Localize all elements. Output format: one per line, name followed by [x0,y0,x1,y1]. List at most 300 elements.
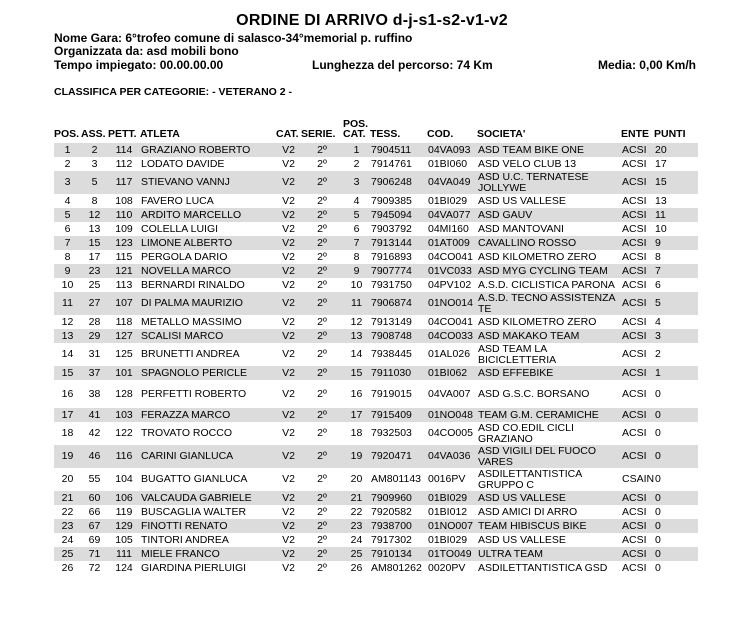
cell-pos: 2 [64,157,71,170]
cell-serie: 2º [301,236,343,250]
cell-ente: ACSI [621,366,654,380]
cell-punti: 17 [655,157,667,170]
cell-serie: 2º [317,194,327,207]
cell-poscat: 2 [353,157,360,170]
cell-ass: 3 [91,157,98,170]
cell-societa: ASD EFFEBIKE [477,366,621,380]
cell-ente: ACSI [622,533,647,546]
cell-ente: ACSI [622,222,647,235]
cell-tess: 7932503 [371,427,412,440]
cell-cod: 01BI029 [428,533,468,546]
cell-ass: 13 [88,222,101,235]
cell-punti: 3 [654,329,698,343]
cell-poscat: 4 [353,194,360,207]
cell-cod: 0020PV [428,561,466,574]
cell-ente: ACSI [621,264,654,278]
cell-cat: V2 [276,547,301,561]
cell-pett: 110 [108,208,140,222]
cell-pett: 103 [108,408,140,422]
cell-societa: ASD U.C. TERNATESE JOLLYWE [477,171,621,194]
table-row [54,171,698,194]
cell-societa: CAVALLINO ROSSO [477,236,621,250]
cell-cod: 01NO048 [427,408,477,422]
cell-ass: 5 [81,171,108,194]
cell-pos: 23 [54,519,81,533]
cell-atleta: ARDITO MARCELLO [140,208,276,222]
cell-punti: 0 [654,445,698,468]
cell-societa: A.S.D. TECNO ASSISTENZA TE [477,292,621,315]
cell-serie: 2º [317,157,327,170]
cell-poscat: 12 [350,315,363,328]
cell-atleta: LODATO DAVIDE [141,157,225,170]
cell-cat: V2 [282,533,295,546]
cell-cod: 01BI060 [428,157,468,170]
cell-cod: 0016PV [428,473,466,486]
cell-pos: 17 [54,408,81,422]
cell-societa: ASD TEAM BIKE ONE [477,143,621,157]
cell-punti: 2 [655,348,661,361]
cell-cod: 01VC033 [427,264,477,278]
col-serie: SERIE. [301,128,336,140]
table-row [54,422,698,445]
cell-cat: V2 [282,348,295,361]
cell-tess: 7909960 [370,491,427,505]
cell-poscat: 9 [343,264,370,278]
cell-ass: 23 [81,264,108,278]
cell-pos: 16 [61,387,74,400]
table-row [54,264,698,278]
cell-cod: 04PV102 [428,278,472,291]
col-pos: POS. [54,128,80,140]
cell-punti: 8 [655,250,661,263]
cell-societa: ASD CO.EDIL CICLI GRAZIANO [478,422,574,445]
cell-ass: 67 [81,519,108,533]
cell-societa: ASD US VALLESE [478,533,566,546]
cell-ente: ACSI [622,278,647,291]
cell-poscat: 14 [350,348,363,361]
cell-cat: V2 [282,427,295,440]
cell-punti: 0 [654,491,698,505]
cell-poscat: 11 [343,292,370,315]
cell-punti: 5 [654,292,698,315]
cell-serie: 2º [317,427,327,440]
cell-atleta: BERNARDI RINALDO [141,278,245,291]
table-row [54,157,698,171]
cell-poscat: 20 [350,473,363,486]
col-cod: COD. [427,128,454,140]
cell-societa: ASDILETTANTISTICA GRUPPO C [478,468,582,491]
cell-cod: 01NO007 [427,519,477,533]
cell-tess: AM801262 [371,561,422,574]
cell-serie: 2º [301,445,343,468]
cell-atleta: VALCAUDA GABRIELE [140,491,276,505]
cell-poscat: 17 [343,408,370,422]
cell-ente: ACSI [622,561,647,574]
cell-serie: 2º [317,250,327,263]
cell-atleta: LIMONE ALBERTO [140,236,276,250]
cell-cat: V2 [276,236,301,250]
cell-societa: ASD VELO CLUB 13 [478,157,577,170]
cell-ass: 69 [88,533,101,546]
cell-cod: 04VA036 [427,445,477,468]
cell-tess: 7938700 [370,519,427,533]
table-row [54,547,698,561]
cell-poscat: 15 [343,366,370,380]
cell-cat: V2 [276,366,301,380]
cell-cat: V2 [282,278,295,291]
cell-serie: 2º [317,348,327,361]
cell-punti: 7 [654,264,698,278]
cell-serie: 2º [301,491,343,505]
results-table [54,119,698,575]
cell-cod: 01BI012 [428,505,468,518]
cell-ente: ACSI [621,491,654,505]
page-title: ORDINE DI ARRIVO d-j-s1-s2-v1-v2 [236,12,508,29]
cell-pett: 128 [115,387,133,400]
cell-poscat: 22 [350,505,363,518]
cell-tess: 7907774 [370,264,427,278]
cell-pett: 125 [115,348,133,361]
cell-tess: 7904511 [370,143,427,157]
cell-punti: 0 [655,427,661,440]
cell-societa: ASD MANTOVANI [478,222,564,235]
table-row [54,329,698,343]
cell-pos: 18 [61,427,74,440]
cell-societa: ASD MAKAKO TEAM [477,329,621,343]
cell-pett: 121 [108,264,140,278]
cell-punti: 1 [654,366,698,380]
cell-ente: ACSI [622,427,647,440]
cell-cat: V2 [276,264,301,278]
cell-pett: 124 [115,561,133,574]
cell-ass: 29 [81,329,108,343]
cell-ass: 71 [81,547,108,561]
cell-pos: 21 [54,491,81,505]
cell-cat: V2 [282,473,295,486]
cell-pos: 7 [54,236,81,250]
cell-tess: 7920582 [371,505,412,518]
cell-serie: 2º [301,408,343,422]
cell-atleta: COLELLA LUIGI [141,222,219,235]
table-row [54,366,698,380]
cell-cod: 04CO005 [428,427,473,440]
cell-pos: 13 [54,329,81,343]
cell-poscat: 3 [343,171,370,194]
cell-cat: V2 [276,491,301,505]
table-row [54,250,698,264]
cell-societa: TEAM G.M. CERAMICHE [477,408,621,422]
cell-atleta: BRUNETTI ANDREA [141,348,240,361]
cell-cod: 04CO041 [428,250,473,263]
cell-societa: ASD KILOMETRO ZERO [478,250,597,263]
cell-tess: AM801143 [371,473,422,486]
cell-pett: 115 [115,250,133,263]
cell-atleta: METALLO MASSIMO [141,315,242,328]
cell-cod: 01AT009 [427,236,477,250]
cell-poscat: 13 [343,329,370,343]
cell-pett: 116 [108,445,140,468]
table-row [54,561,698,575]
cell-ass: 37 [81,366,108,380]
cell-ente: ACSI [621,292,654,315]
cell-cat: V2 [282,387,295,400]
cell-punti: 20 [654,143,698,157]
table-row [54,505,698,519]
cell-cat: V2 [282,222,295,235]
cell-cod: 01BI062 [427,366,477,380]
cell-tess: 7910134 [370,547,427,561]
cell-pett: 107 [108,292,140,315]
cell-punti: 11 [654,208,698,222]
cell-pos: 20 [61,473,74,486]
cell-tess: 7903792 [371,222,412,235]
cell-poscat: 18 [350,427,363,440]
cell-atleta: TINTORI ANDREA [141,533,229,546]
cell-pos: 4 [64,194,71,207]
cell-ass: 42 [88,427,101,440]
cell-societa: ULTRA TEAM [477,547,621,561]
cell-societa: ASD AMICI DI ARRO [478,505,578,518]
cell-pett: 113 [115,278,133,291]
cell-atleta: SCALISI MARCO [140,329,276,343]
cell-serie: 2º [301,292,343,315]
cell-pos: 10 [61,278,74,291]
cell-cat: V2 [276,143,301,157]
cell-poscat: 16 [350,387,363,400]
cell-societa: A.S.D. CICLISTICA PARONA [478,278,615,291]
cell-tess: 7938445 [371,348,412,361]
cell-tess: 7914761 [371,157,412,170]
cell-ass: 27 [81,292,108,315]
cell-atleta: BUSCAGLIA WALTER [141,505,247,518]
cell-punti: 9 [654,236,698,250]
cell-ass: 38 [88,387,101,400]
table-row [54,408,698,422]
cell-societa: ASD VIGILI DEL FUOCO VARES [477,445,621,468]
cell-pos: 5 [54,208,81,222]
cell-societa: ASD MYG CYCLING TEAM [477,264,621,278]
cell-atleta: PERGOLA DARIO [141,250,228,263]
cell-ass: 60 [81,491,108,505]
cell-tess: 7916893 [371,250,412,263]
elapsed-time: Tempo impiegato: 00.00.00.00 [54,58,224,72]
cell-serie: 2º [317,473,327,486]
cell-pett: 127 [108,329,140,343]
cell-poscat: 5 [343,208,370,222]
cell-serie: 2º [317,315,327,328]
cell-pett: 106 [108,491,140,505]
cell-societa: ASD US VALLESE [477,491,621,505]
cell-ente: ACSI [621,445,654,468]
cell-cod: 01NO014 [427,292,477,315]
cell-cod: 04CO041 [428,315,473,328]
cell-ente: ACSI [622,194,647,207]
cell-cod: 01BI029 [427,491,477,505]
cell-serie: 2º [301,519,343,533]
cell-ass: 28 [88,315,101,328]
cell-societa: ASD GAUV [477,208,621,222]
cell-societa: ASDILETTANTISTICA GSD [478,561,608,574]
cell-ass: 2 [81,143,108,157]
cell-cat: V2 [276,408,301,422]
cell-ass: 55 [88,473,101,486]
cell-tess: 7908748 [370,329,427,343]
cell-ass: 72 [88,561,101,574]
table-row [54,194,698,208]
cell-cat: V2 [276,519,301,533]
cell-punti: 4 [655,315,661,328]
cell-poscat: 23 [343,519,370,533]
cell-atleta: FAVERO LUCA [141,194,214,207]
table-row [54,533,698,547]
cell-pett: 114 [108,143,140,157]
col-societa: SOCIETA' [477,128,526,140]
cell-pos: 11 [54,292,81,315]
cell-societa: TEAM HIBISCUS BIKE [477,519,621,533]
cell-ente: ACSI [621,547,654,561]
cell-tess: 7911030 [370,366,427,380]
cell-ente: ACSI [621,171,654,194]
table-row [54,315,698,329]
cell-pos: 6 [64,222,71,235]
cell-societa: ASD KILOMETRO ZERO [478,315,597,328]
cell-ass: 17 [88,250,101,263]
cell-punti: 0 [654,547,698,561]
cell-cat: V2 [276,445,301,468]
cell-ass: 15 [81,236,108,250]
cell-pos: 14 [61,348,74,361]
cell-poscat: 25 [343,547,370,561]
cell-punti: 0 [654,408,698,422]
cell-cat: V2 [276,292,301,315]
cell-ass: 31 [88,348,101,361]
cell-ente: ACSI [621,408,654,422]
cell-punti: 10 [655,222,667,235]
cell-ente: ACSI [621,208,654,222]
cell-pos: 12 [61,315,74,328]
cell-poscat: 1 [343,143,370,157]
cell-cat: V2 [276,208,301,222]
cell-punti: 0 [655,505,661,518]
cell-poscat: 7 [343,236,370,250]
cell-punti: 0 [655,533,661,546]
table-row [54,236,698,250]
cell-serie: 2º [317,561,327,574]
cell-cod: 04VA077 [427,208,477,222]
cell-ente: ACSI [621,519,654,533]
cell-serie: 2º [317,505,327,518]
cell-societa: ASD US VALLESE [478,194,566,207]
col-poscat: POS. CAT. [343,118,369,140]
table-row [54,343,698,366]
cell-cod: 04VA049 [427,171,477,194]
cell-ass: 46 [81,445,108,468]
organizer: Organizzata da: asd mobili bono [54,44,239,58]
table-row [54,380,698,408]
cell-ente: ACSI [622,505,647,518]
cell-ente: ACSI [622,157,647,170]
cell-cat: V2 [282,157,295,170]
cell-ente: ACSI [621,236,654,250]
cell-atleta: NOVELLA MARCO [140,264,276,278]
cell-serie: 2º [301,171,343,194]
cell-ass: 66 [88,505,101,518]
table-row [54,143,698,157]
category-heading: CLASSIFICA PER CATEGORIE: - VETERANO 2 - [54,86,293,98]
cell-poscat: 8 [353,250,360,263]
race-name: Nome Gara: 6°trofeo comune di salasco-34°memorial p. ruffino [54,31,413,45]
cell-cat: V2 [282,250,295,263]
cell-atleta: SPAGNOLO PERICLE [140,366,276,380]
cell-cat: V2 [282,315,295,328]
cell-cod: 01BI029 [428,194,468,207]
cell-atleta: TROVATO ROCCO [141,427,233,440]
average-speed: Media: 0,00 Km/h [597,58,696,72]
cell-ente: ACSI [622,348,647,361]
cell-pos: 9 [54,264,81,278]
cell-pett: 117 [108,171,140,194]
cell-punti: 13 [655,194,667,207]
cell-ente: ACSI [622,315,647,328]
cell-pett: 109 [115,222,133,235]
cell-pos: 1 [54,143,81,157]
cell-pett: 122 [115,427,133,440]
cell-ente: ACSI [621,329,654,343]
cell-tess: 7913144 [370,236,427,250]
cell-pos: 25 [54,547,81,561]
cell-cat: V2 [282,194,295,207]
cell-cod: 04VA007 [428,387,471,400]
cell-tess: 7906248 [370,171,427,194]
cell-ente: CSAIN [622,473,654,486]
cell-atleta: PERFETTI ROBERTO [141,387,247,400]
cell-tess: 7919015 [371,387,412,400]
cell-pett: 129 [108,519,140,533]
cell-cod: 01AL026 [428,348,471,361]
cell-pett: 123 [108,236,140,250]
col-tess: TESS. [370,128,401,140]
cell-tess: 7906874 [370,292,427,315]
cell-cod: 04VA093 [427,143,477,157]
cell-tess: 7920471 [370,445,427,468]
cell-atleta: FERAZZA MARCO [140,408,276,422]
table-row [54,468,698,491]
cell-pett: 104 [115,473,133,486]
cell-punti: 0 [655,473,661,486]
cell-punti: 0 [655,387,661,400]
cell-pos: 24 [61,533,74,546]
cell-pos: 19 [54,445,81,468]
cell-serie: 2º [301,547,343,561]
table-row [54,292,698,315]
cell-pett: 108 [115,194,133,207]
cell-serie: 2º [317,222,327,235]
cell-pos: 8 [64,250,71,263]
cell-tess: 7945094 [370,208,427,222]
cell-cat: V2 [276,171,301,194]
col-ass: ASS. [81,128,106,140]
cell-pett: 105 [115,533,133,546]
table-row [54,208,698,222]
col-ente: ENTE [621,128,650,140]
cell-atleta: MIELE FRANCO [140,547,276,561]
cell-serie: 2º [317,533,327,546]
cell-ente: ACSI [622,387,647,400]
cell-atleta: FINOTTI RENATO [140,519,276,533]
col-atleta: ATLETA [140,128,180,140]
cell-tess: 7931750 [371,278,412,291]
cell-poscat: 26 [350,561,363,574]
